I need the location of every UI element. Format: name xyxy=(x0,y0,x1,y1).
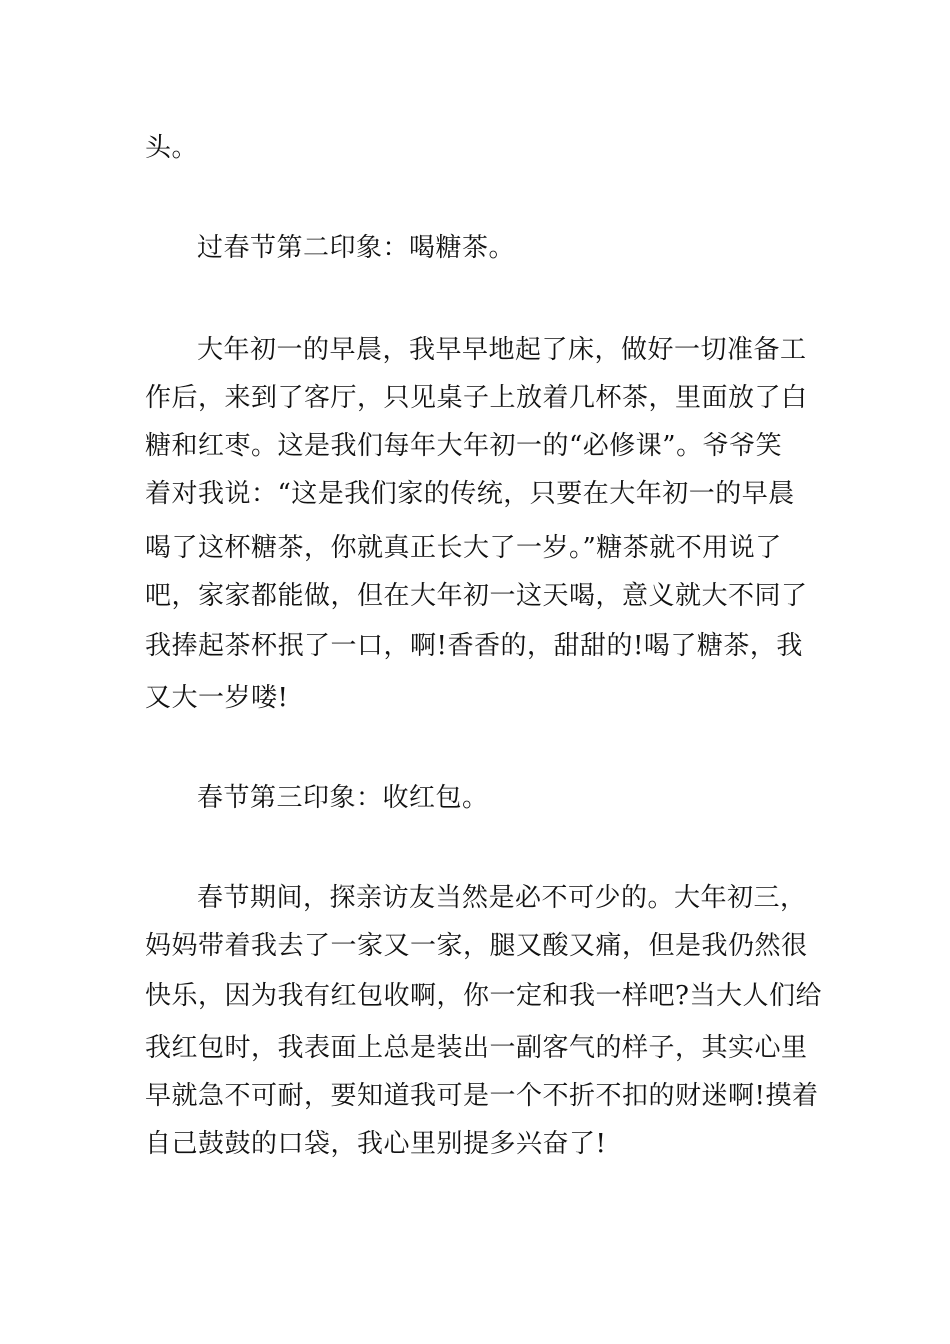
text-line: 又大一岁喽! xyxy=(145,683,289,713)
text-line: 吧，家家都能做，但在大年初一这天喝，意义就大不同了 xyxy=(145,581,808,611)
text-line: 着对我说：“这是我们家的传统，只要在大年初一的早晨 xyxy=(145,479,795,509)
text-line: 大年初一的早晨，我早早地起了床，做好一切准备工 xyxy=(197,335,807,365)
text-line: 糖和红枣。这是我们每年大年初一的“必修课”。爷爷笑 xyxy=(145,431,783,461)
text-line: 快乐，因为我有红包收啊，你一定和我一样吧?当大人们给 xyxy=(145,981,822,1011)
text-line: 春节期间，探亲访友当然是必不可少的。大年初三， xyxy=(197,883,807,913)
text-line: 作后，来到了客厅，只见桌子上放着几杯茶，里面放了白 xyxy=(145,383,808,413)
text-line: 头。 xyxy=(145,133,199,163)
text-line: 自己鼓鼓的口袋，我心里别提多兴奋了! xyxy=(145,1129,607,1159)
text-line: 早就急不可耐，要知道我可是一个不折不扣的财迷啊!摸着 xyxy=(145,1081,819,1111)
text-line: 妈妈带着我去了一家又一家，腿又酸又痛，但是我仍然很 xyxy=(145,931,808,961)
section-heading: 过春节第二印象：喝糖茶。 xyxy=(197,233,516,263)
section-heading: 春节第三印象：收红包。 xyxy=(197,783,489,813)
text-line: 喝了这杯糖茶，你就真正长大了一岁。”糖茶就不用说了 xyxy=(145,533,782,563)
text-line: 我红包时，我表面上总是装出一副客气的样子，其实心里 xyxy=(145,1033,808,1063)
text-line: 我捧起茶杯抿了一口，啊!香香的，甜甜的!喝了糖茶，我 xyxy=(145,631,803,661)
